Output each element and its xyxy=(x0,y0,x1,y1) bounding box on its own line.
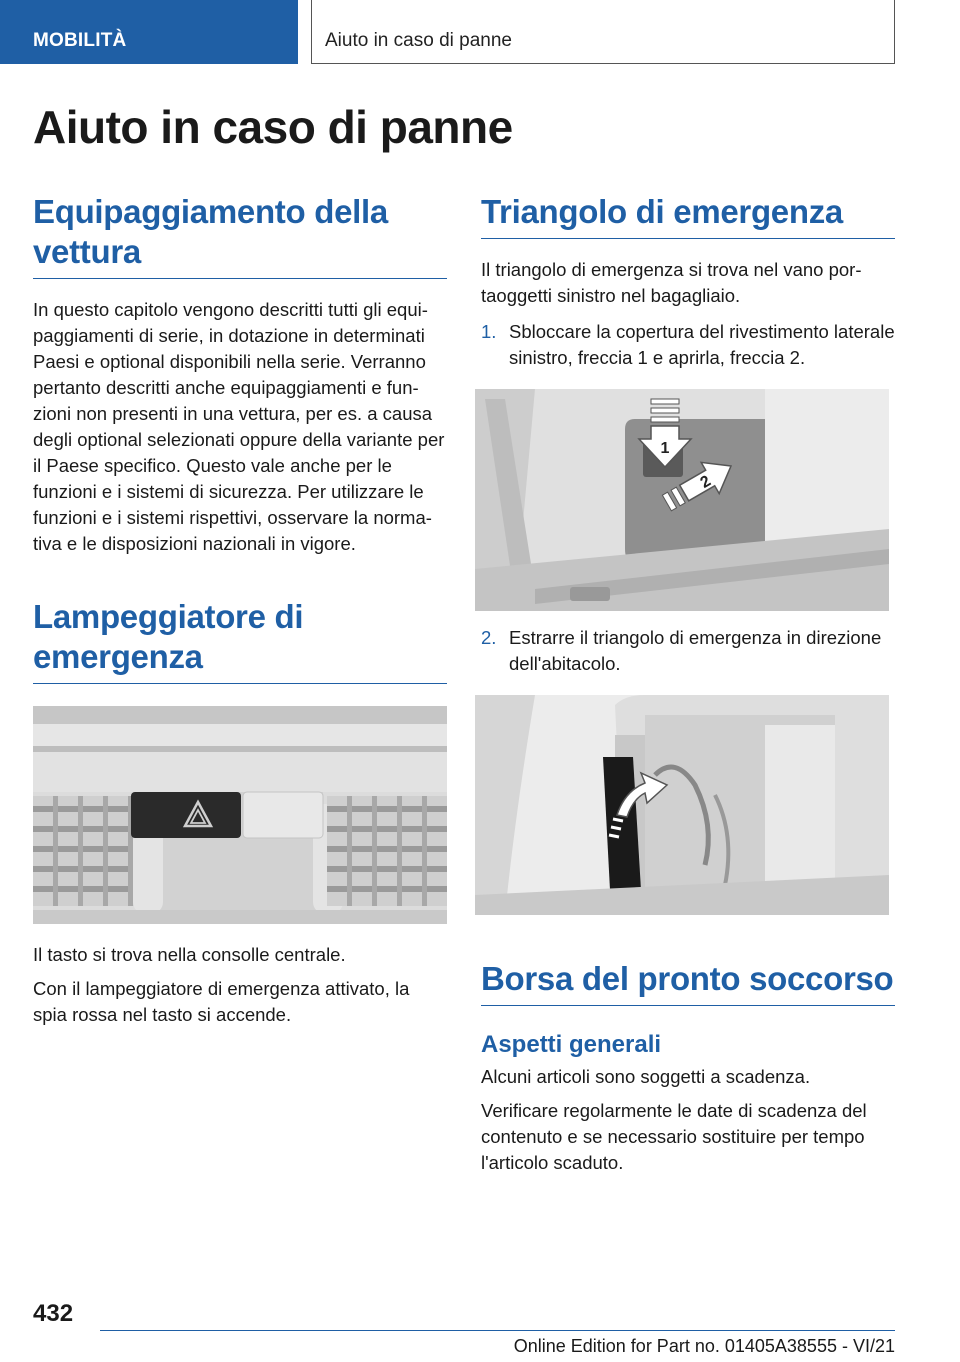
triangle-removal-figure xyxy=(475,695,889,915)
triangle-step-2 xyxy=(481,625,895,677)
firstaid-text-check: Verificare regolarmente le date di scadenza del contenuto e se necessario sostituire per tempo l'articolo scaduto. xyxy=(481,1100,867,1173)
hazard-button xyxy=(131,792,241,838)
firstaid-text-expiry: Alcuni articoli sono soggetti a scadenza. xyxy=(481,1066,811,1087)
hazard-heading: Lampeggiatore di emergenza xyxy=(33,597,447,684)
page-title: Aiuto in caso di panne xyxy=(33,101,513,153)
step-number: 2. xyxy=(481,627,497,648)
triangle-intro: Il triangolo di emergenza si trova nel vano portaoggetti sinistro nel bagagliaio. xyxy=(481,259,862,306)
hazard-button-figure xyxy=(33,706,447,924)
equipment-text: In questo capitolo vengono descritti tutti gli equipaggiamenti di serie, in dotazione in determinati Paesi e optional disponibili nella serie. Verranno pertanto descritti anche equipaggiamenti e funzioni non presenti in una vettura, per es. a causa degli optional selezionati oppure della variante per il Paese specifico. Questo vale anche per le funzioni e i sistemi di sicurezza. Per utilizzare le funzioni e i sistemi rispettivi, osservare la normativa e le disposizioni nazionali in vigore. xyxy=(33,299,445,554)
step-text: Sbloccare la copertura del rivestimento laterale sinistro, freccia 1 e aprirla, freccia 2. xyxy=(509,321,895,368)
equipment-heading: Equipaggiamento della vettura xyxy=(33,192,447,279)
firstaid-heading: Borsa del pronto soccorso xyxy=(481,959,895,1006)
right-column xyxy=(481,192,895,1176)
right-air-vent xyxy=(327,796,447,906)
header-chapter-tab xyxy=(311,0,895,64)
hazard-text-location: Il tasto si trova nella consolle centrale. xyxy=(33,944,346,965)
arrow-2-label: 2 xyxy=(697,472,714,492)
arrow-1-label: 1 xyxy=(660,440,670,457)
step-text: Estrarre il triangolo di emergenza in direzione dell'abitacolo. xyxy=(509,627,882,674)
hazard-text-indicator: Con il lampeggiatore di emergenza attivato, la spia rossa nel tasto si accende. xyxy=(33,978,410,1025)
footer-divider xyxy=(100,1330,895,1331)
header-chapter-label: Aiuto in caso di panne xyxy=(325,30,512,51)
triangle-heading: Triangolo di emergenza xyxy=(481,192,895,239)
trunk-cover-figure xyxy=(475,389,889,611)
page-number: 432 xyxy=(33,1300,74,1327)
header-section-tab xyxy=(0,0,298,64)
header-section-label: MOBILITÀ xyxy=(33,30,127,51)
triangle-step-1 xyxy=(481,319,895,371)
step-number: 1. xyxy=(481,321,497,342)
footer-edition: Online Edition for Part no. 01405A38555 - VI/21 xyxy=(513,1336,895,1356)
firstaid-subheading: Aspetti generali xyxy=(481,1031,662,1058)
left-column xyxy=(33,192,447,1028)
